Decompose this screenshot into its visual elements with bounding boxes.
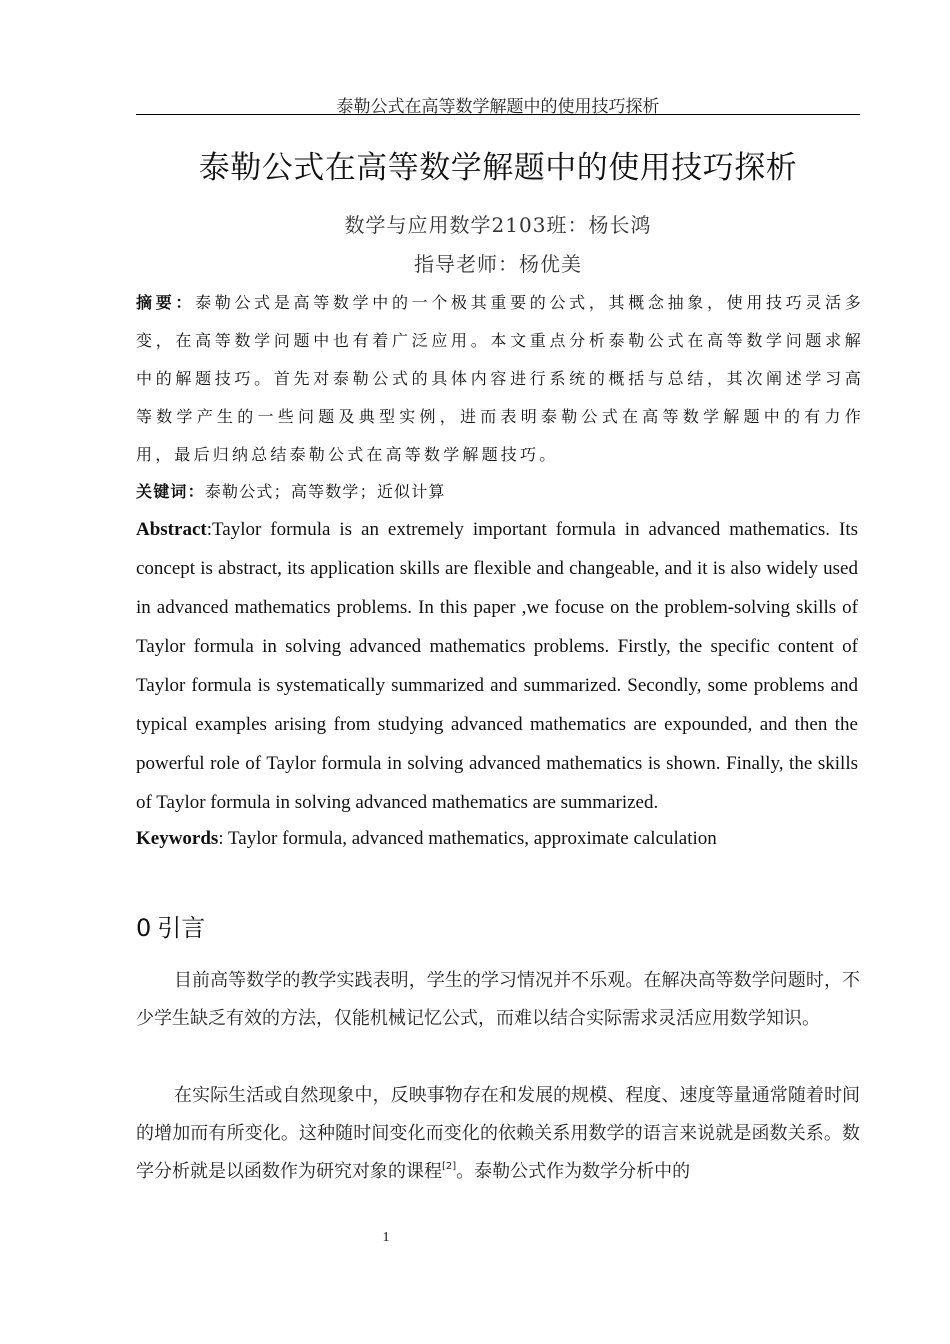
body-paragraph: 目前高等数学的教学实践表明，学生的学习情况并不乐观。在解决高等数学问题时，不少学生缺乏有效的方法，仅能机械记忆公式，而难以结合实际需求灵活应用数学知识。 xyxy=(136,970,860,1029)
citation-marker[interactable]: [2] xyxy=(442,1161,457,1172)
author-line: 数学与应用数学2103班：杨长鸿 xyxy=(344,213,652,237)
section-title: 引言 xyxy=(157,914,206,942)
english-keywords xyxy=(136,824,858,854)
page-number: 1 xyxy=(382,1230,390,1245)
chinese-abstract-text: 泰勒公式是高等数学中的一个极其重要的公式，其概念抽象，使用技巧灵活多变，在高等数学问题中也有着广泛应用。本文重点分析泰勒公式在高等数学问题求解中的解题技巧。首先对泰勒公式的具体内容进行系统的概括与总结，其次阐述学习高等数学产生的一些问题及典型实例，进而表明泰勒公式在高等数学解题中的有力作用，最后归纳总结泰勒公式在高等数学解题技巧。 xyxy=(136,293,864,464)
paragraph-text: 在实际生活或自然现象中，反映事物存在和发展的规模、程度、速度等量通常随着时间的增加而有所变化。这种随时间变化而变化的依赖关系用数学的语言来说就是函数关系。数学分析就是以函数作为研究对象的课程 xyxy=(136,1085,860,1182)
english-keywords-label: Keywords xyxy=(136,828,219,849)
advisor-line: 指导老师：杨优美 xyxy=(414,252,582,276)
chinese-abstract-label: 摘要： xyxy=(136,293,196,312)
english-abstract xyxy=(136,510,858,822)
english-abstract-text: :Taylor formula is an extremely important formula in advanced mathematics. Its concept is abstract, its application skills are flexible and changeable, and it is also widely used in advanced mathematics problems. In this paper ,we focuse on the problem-solving skills of Taylor formula in solving advanced mathematics problems. Firstly, the specific content of Taylor formula is systematically summarized and summarized. Secondly, some problems and typical examples arising from studying advanced mathematics are expounded, and then the powerful role of Taylor formula in solving advanced mathematics is shown. Finally, the skills of Taylor formula in solving advanced mathematics are summarized. xyxy=(136,519,858,813)
chinese-keywords-label: 关键词： xyxy=(136,482,205,501)
running-header: 泰勒公式在高等数学解题中的使用技巧探析 xyxy=(336,97,660,117)
english-keywords-text: : Taylor formula, advanced mathematics, approximate calculation xyxy=(218,828,717,849)
chinese-abstract xyxy=(136,284,864,474)
chinese-keywords-text: 泰勒公式；高等数学；近似计算 xyxy=(204,482,446,501)
chinese-keywords xyxy=(136,478,860,506)
english-abstract-label: Abstract xyxy=(136,519,207,540)
section-heading xyxy=(136,908,205,943)
paragraph-text: 。泰勒公式作为数学分析中的 xyxy=(456,1161,691,1182)
header-rule xyxy=(136,114,860,115)
section-number: 0 xyxy=(136,914,152,942)
body-paragraph xyxy=(136,1077,860,1191)
paper-title: 泰勒公式在高等数学解题中的使用技巧探析 xyxy=(198,150,798,186)
